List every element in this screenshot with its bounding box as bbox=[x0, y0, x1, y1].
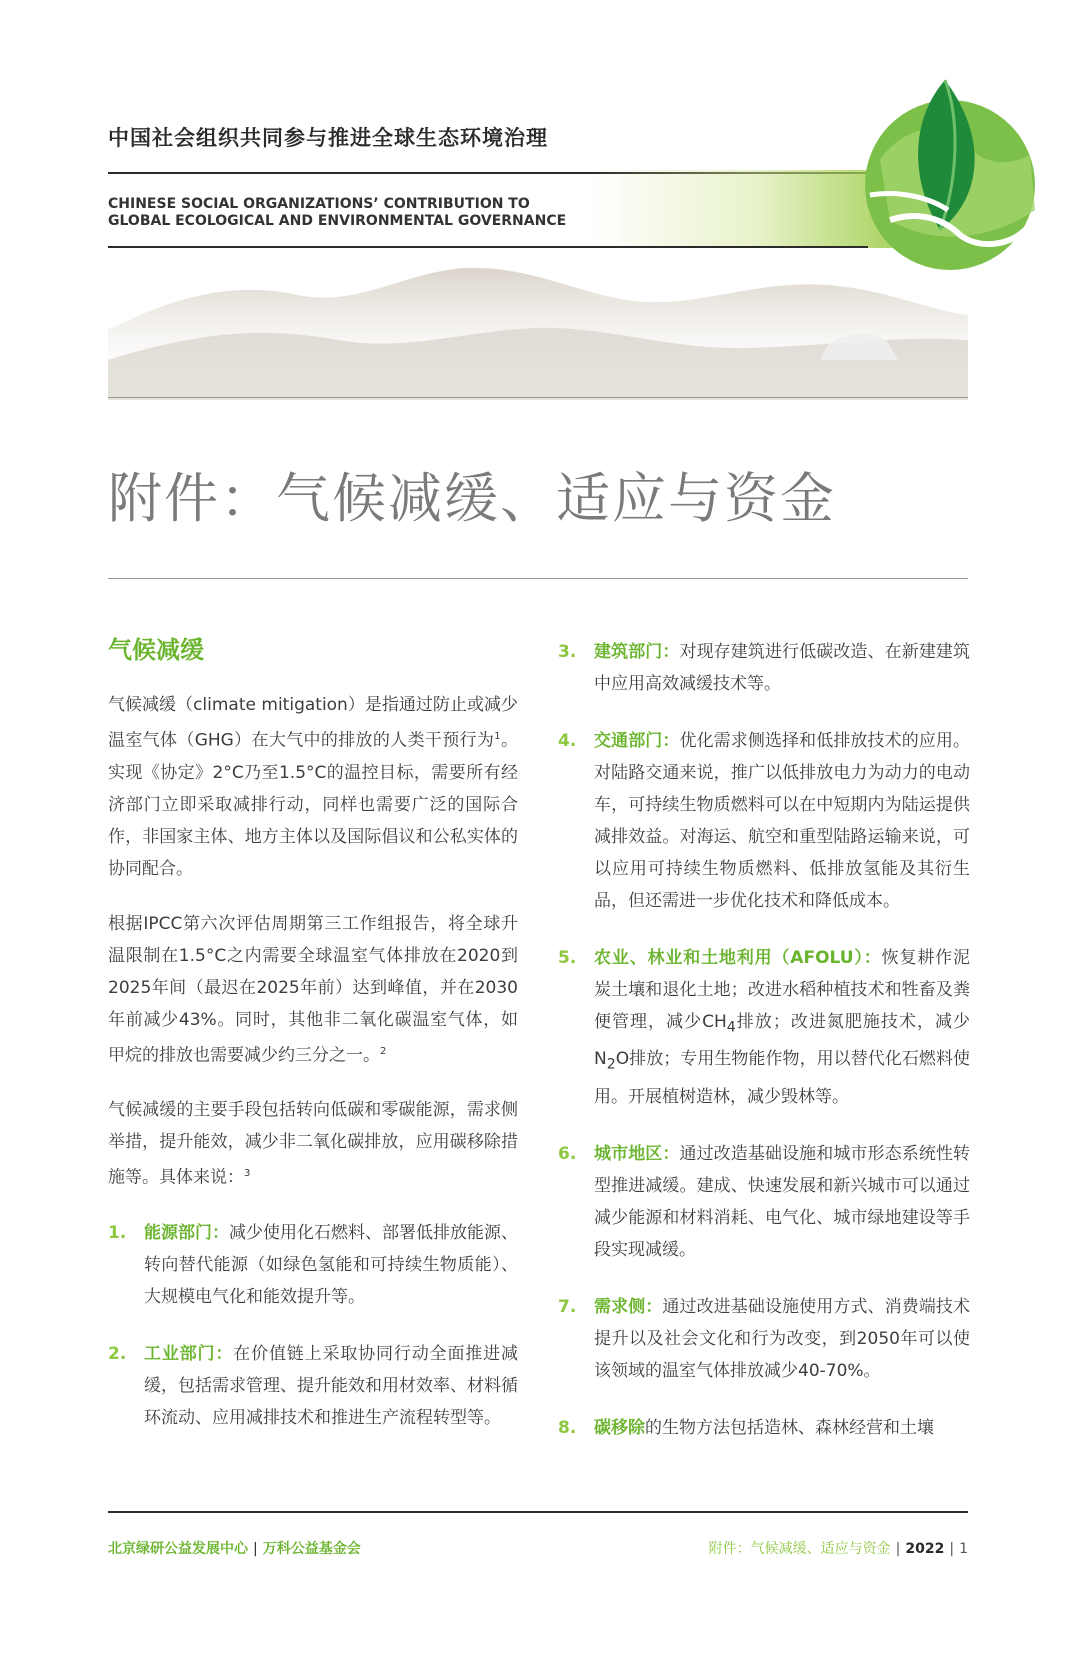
list-item-text: 通过改进基础设施使用方式、消费端技术提升以及社会文化和行为改变，到2050年可以使该领域的温室气体排放减少40-70%。 bbox=[594, 1296, 971, 1381]
paragraph-ipcc-text: 根据IPCC第六次评估周期第三工作组报告，将全球升温限制在1.5°C之内需要全球温室气体排放在2020到2025年间（最迟在2025年前）达到峰值，并在2030年前减少43%。同时，其他非二氧化碳温室气体，如甲烷的排放也需要减少约三分之一。 bbox=[108, 913, 518, 1066]
list-item bbox=[558, 1138, 970, 1266]
report-title-en-line1: CHINESE SOCIAL ORGANIZATIONS’ CONTRIBUTION TO bbox=[108, 196, 530, 212]
footer-rule bbox=[108, 1511, 968, 1513]
header-divider bbox=[108, 397, 968, 398]
paragraph-definition-text: 气候减缓（climate mitigation）是指通过防止或减少温室气体（GHG）在大气中的排放的人类干预行为 bbox=[108, 695, 518, 751]
list-item-number: 8. bbox=[558, 1417, 577, 1438]
list-item-number: 1. bbox=[108, 1222, 127, 1243]
subscript: 4 bbox=[726, 1019, 736, 1036]
section-heading: 气候减缓 bbox=[108, 636, 204, 664]
list-item-text: 减少使用化石燃料、部署低排放能源、转向替代能源（如绿色氢能和可持续生物质能）、大规模电气化和能效提升等。 bbox=[144, 1222, 518, 1307]
list-item-label: 交通部门： bbox=[594, 731, 680, 751]
list-item-text: 通过改造基础设施和城市形态系统性转型推进减缓。建成、快速发展和新兴城市可以通过减少能源和材料消耗、电气化、城市绿地建设等手段实现减缓。 bbox=[594, 1143, 971, 1260]
list-item-text: 优化需求侧选择和低排放技术的应用。对陆路交通来说，推广以低排放电力为动力的电动车，可持续生物质燃料可以在中短期内为陆运提供减排效益。对海运、航空和重型陆路运输来说，可以应用可持续生物质燃料、低排放氢能及其衍生品，但还需进一步优化技术和降低成本。 bbox=[594, 731, 971, 911]
list-item-number: 6. bbox=[558, 1143, 577, 1164]
footer-org-1: 北京绿研公益发展中心 bbox=[108, 1541, 248, 1557]
paragraph-ipcc bbox=[108, 908, 518, 1072]
footnote-ref-3: 3 bbox=[244, 1168, 251, 1180]
footer-page-info bbox=[709, 1538, 968, 1558]
report-title-cn: 中国社会组织共同参与推进全球生态环境治理 bbox=[108, 126, 548, 150]
footer-divider: | bbox=[253, 1541, 258, 1557]
list-item-label: 工业部门： bbox=[144, 1343, 234, 1364]
list-item-body bbox=[594, 1138, 970, 1266]
mountain-landscape-illustration bbox=[108, 240, 968, 400]
footer-divider: | bbox=[895, 1541, 901, 1557]
title-divider bbox=[108, 578, 968, 579]
list-item-body bbox=[594, 1412, 970, 1444]
report-title-en bbox=[108, 196, 566, 230]
list-item-body bbox=[594, 636, 970, 700]
list-item-number: 4. bbox=[558, 731, 577, 751]
list-item-label: 需求侧： bbox=[594, 1296, 663, 1317]
list-item-label: 建筑部门： bbox=[594, 642, 680, 662]
list-item-label: 碳移除 bbox=[594, 1417, 645, 1438]
list-item-text: 对现存建筑进行低碳改造、在新建建筑中应用高效减缓技术等。 bbox=[594, 642, 971, 694]
footer-organizations bbox=[108, 1538, 361, 1558]
list-item-body bbox=[594, 1291, 970, 1387]
globe-leaf-hands-logo-icon bbox=[850, 60, 1050, 280]
list-item-number: 3. bbox=[558, 642, 577, 662]
list-item-text: 排放；改进氮肥施技术，减少N bbox=[594, 1012, 971, 1070]
list-item-body bbox=[144, 1217, 518, 1313]
list-item-label: 能源部门： bbox=[144, 1222, 229, 1243]
footer-divider: | bbox=[949, 1541, 955, 1557]
paragraph-definition-text-rest: 。实现《协定》2°C乃至1.5°C的温控目标，需要所有经济部门立即采取减排行动，同样也需要广泛的国际合作，非国家主体、地方主体以及国际倡议和公私实体的协同配合。 bbox=[108, 730, 518, 879]
list-item-body bbox=[594, 725, 970, 917]
list-item-number: 7. bbox=[558, 1296, 577, 1317]
list-item-label: 城市地区： bbox=[594, 1143, 680, 1164]
list-item-number: 5. bbox=[558, 948, 577, 968]
left-column bbox=[108, 630, 518, 1459]
list-item bbox=[558, 1412, 970, 1444]
report-title-en-line2: GLOBAL ECOLOGICAL AND ENVIRONMENTAL GOVERNANCE bbox=[108, 213, 567, 229]
paragraph-means-text: 气候减缓的主要手段包括转向低碳和零碳能源，需求侧举措，提升能效，减少非二氧化碳排放，应用碳移除措施等。具体来说： bbox=[108, 1100, 518, 1188]
page-title: 附件：气候减缓、适应与资金 bbox=[108, 467, 836, 530]
list-item-body bbox=[144, 1338, 518, 1434]
footer-year: 2022 bbox=[905, 1541, 945, 1557]
list-item bbox=[558, 1291, 970, 1387]
footnote-ref-2: 2 bbox=[380, 1045, 387, 1057]
list-item-text: 的生物方法包括造林、森林经营和土壤 bbox=[645, 1417, 934, 1438]
list-item bbox=[558, 725, 970, 917]
list-item bbox=[558, 636, 970, 700]
list-item-body bbox=[594, 942, 970, 1113]
page-number: 1 bbox=[959, 1541, 968, 1557]
footer-org-2: 万科公益基金会 bbox=[262, 1541, 361, 1557]
list-item-label: 农业、林业和土地利用（AFOLU）： bbox=[594, 948, 882, 968]
list-item-number: 2. bbox=[108, 1343, 127, 1364]
list-item bbox=[108, 1338, 518, 1434]
right-column bbox=[558, 636, 970, 1469]
subscript: 2 bbox=[606, 1056, 616, 1073]
paragraph-means bbox=[108, 1094, 518, 1194]
list-item bbox=[558, 942, 970, 1113]
footnote-ref-1: 1 bbox=[494, 731, 501, 742]
list-item-text: 恢复耕作泥炭土壤和退化土地；改进水稻种植技术和牲畜及粪便管理，减少CH bbox=[594, 948, 970, 1032]
list-item bbox=[108, 1217, 518, 1313]
paragraph-definition bbox=[108, 689, 518, 885]
list-item-text: O排放；专用生物能作物，用以替代化石燃料使用。开展植树造林，减少毁林等。 bbox=[594, 1049, 970, 1107]
footer-section-label: 附件：气候减缓、适应与资金 bbox=[708, 1541, 891, 1557]
list-item-text: 在价值链上采取协同行动全面推进减缓，包括需求管理、提升能效和用材效率、材料循环流动、应用减排技术和推进生产流程转型等。 bbox=[144, 1343, 518, 1428]
